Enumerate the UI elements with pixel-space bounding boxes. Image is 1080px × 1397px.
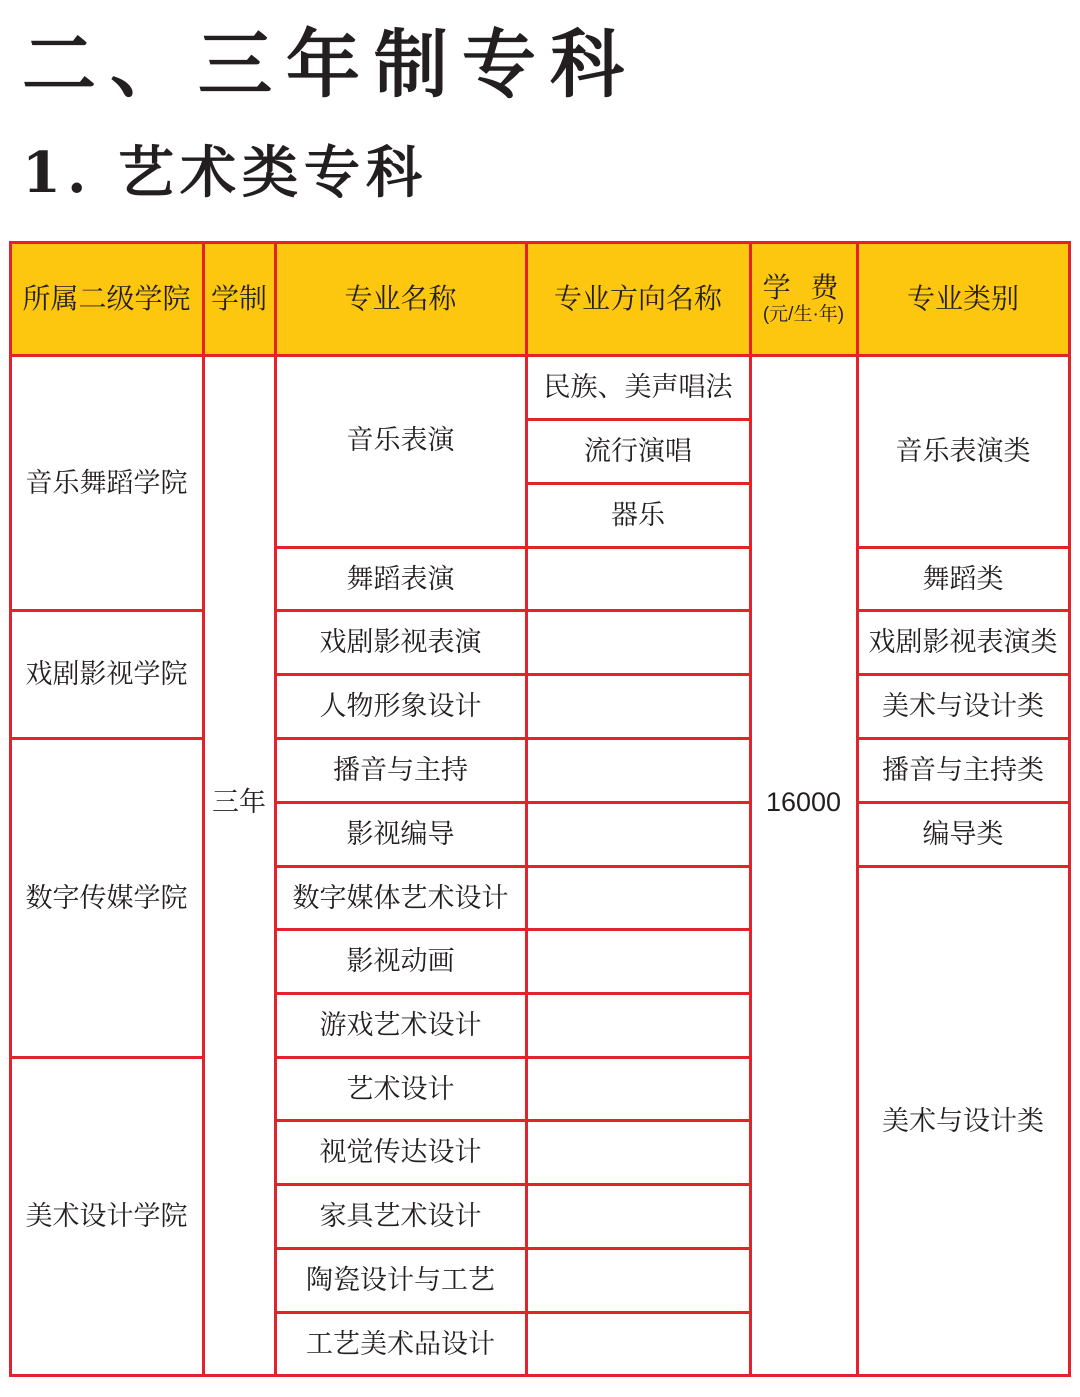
header-category xyxy=(857,242,1069,355)
grid-line xyxy=(274,241,277,1377)
direction-name: 流行演唱 xyxy=(584,436,692,466)
header-fee-unit: (元/生·年) xyxy=(762,303,845,325)
header-fee xyxy=(750,242,857,355)
major-name: 游戏艺术设计 xyxy=(319,1010,482,1040)
direction-name: 民族、美声唱法 xyxy=(543,372,733,402)
grid-line xyxy=(274,1247,752,1250)
grid-line xyxy=(525,241,528,1377)
grid-line xyxy=(202,241,205,1377)
grid-line xyxy=(856,673,1071,676)
college-cell xyxy=(10,738,203,1057)
header-duration-label: 学制 xyxy=(210,282,267,314)
major-cell xyxy=(275,1057,526,1120)
major-cell xyxy=(275,1120,526,1184)
college-name: 美术设计学院 xyxy=(25,1201,188,1231)
major-name: 戏剧影视表演 xyxy=(319,627,482,657)
grid-line xyxy=(9,354,1071,357)
grid-line xyxy=(9,241,12,1377)
duration-value: 三年 xyxy=(212,787,266,817)
major-cell xyxy=(275,610,526,674)
college-name: 戏剧影视学院 xyxy=(25,659,188,689)
category-name: 舞蹈类 xyxy=(922,563,1004,594)
major-name: 视觉传达设计 xyxy=(319,1137,482,1167)
category-cell xyxy=(857,866,1069,1375)
category-cell xyxy=(857,674,1069,738)
major-cell xyxy=(275,738,526,802)
category-name: 音乐表演类 xyxy=(895,436,1031,466)
grid-line xyxy=(274,928,752,931)
major-cell xyxy=(275,355,526,525)
grid-line xyxy=(9,241,1071,244)
college-cell xyxy=(10,355,203,610)
major-cell xyxy=(275,1248,526,1312)
grid-line xyxy=(274,673,752,676)
major-cell xyxy=(275,547,526,610)
header-duration xyxy=(203,242,275,355)
college-cell xyxy=(10,610,203,738)
grid-line xyxy=(9,1374,1071,1377)
header-college-label: 所属二级学院 xyxy=(22,282,191,314)
grid-line xyxy=(274,546,752,549)
direction-name: 器乐 xyxy=(611,500,665,530)
major-name: 播音与主持 xyxy=(333,755,468,785)
header-fee-label: 学 费 xyxy=(762,271,845,303)
header-major-label: 专业名称 xyxy=(344,282,457,314)
category-cell xyxy=(857,355,1069,547)
header-direction xyxy=(526,242,750,355)
category-cell xyxy=(857,547,1069,610)
grid-line xyxy=(856,801,1071,804)
major-cell xyxy=(275,1312,526,1375)
college-cell xyxy=(10,1057,203,1375)
direction-cell xyxy=(526,419,750,483)
grid-line xyxy=(274,1056,752,1059)
major-name: 数字媒体艺术设计 xyxy=(292,882,509,913)
major-name: 艺术设计 xyxy=(346,1073,455,1104)
grid-line xyxy=(525,482,752,485)
direction-cell xyxy=(526,355,750,419)
header-direction-label: 专业方向名称 xyxy=(553,282,722,314)
direction-cell xyxy=(526,483,750,547)
major-name: 影视动画 xyxy=(346,946,455,976)
grid-line xyxy=(9,737,205,740)
grid-line xyxy=(856,546,1071,549)
category-name: 美术与设计类 xyxy=(882,1105,1044,1136)
major-name: 人物形象设计 xyxy=(319,691,482,721)
major-name: 影视编导 xyxy=(346,819,455,849)
college-name: 数字传媒学院 xyxy=(25,882,188,913)
grid-line xyxy=(274,865,752,868)
grid-line xyxy=(274,992,752,995)
category-name: 播音与主持类 xyxy=(882,755,1044,785)
major-cell xyxy=(275,993,526,1057)
header-category-label: 专业类别 xyxy=(906,282,1019,314)
fee-cell xyxy=(750,355,857,1249)
grid-line xyxy=(856,609,1071,612)
category-name: 编导类 xyxy=(922,819,1004,849)
major-cell xyxy=(275,929,526,993)
major-name: 舞蹈表演 xyxy=(346,563,455,594)
grid-line xyxy=(856,241,859,1377)
grid-line xyxy=(749,241,752,1377)
major-name: 家具艺术设计 xyxy=(319,1201,482,1231)
grid-line xyxy=(274,737,752,740)
major-cell xyxy=(275,1184,526,1248)
grid-line xyxy=(274,609,752,612)
major-cell xyxy=(275,866,526,929)
category-cell xyxy=(857,802,1069,866)
major-cell xyxy=(275,674,526,738)
major-name: 陶瓷设计与工艺 xyxy=(306,1265,495,1295)
category-cell xyxy=(857,610,1069,674)
college-name: 音乐舞蹈学院 xyxy=(25,467,188,498)
grid-line xyxy=(274,801,752,804)
grid-line xyxy=(274,1183,752,1186)
grid-line xyxy=(856,737,1071,740)
major-cell xyxy=(275,802,526,866)
header-college xyxy=(10,242,203,355)
grid-line xyxy=(9,1056,205,1059)
major-name: 工艺美术品设计 xyxy=(306,1328,495,1359)
grid-line xyxy=(856,865,1071,868)
category-cell xyxy=(857,738,1069,802)
grid-line xyxy=(1068,241,1071,1377)
major-name: 音乐表演 xyxy=(346,425,455,455)
grid-line xyxy=(274,1311,752,1314)
category-name: 戏剧影视表演类 xyxy=(868,627,1058,657)
subsection-title: 1. 艺术类专科 xyxy=(22,140,428,206)
grid-line xyxy=(274,1119,752,1122)
fee-value: 16000 xyxy=(765,787,842,817)
category-name: 美术与设计类 xyxy=(882,691,1044,721)
section-title: 二、三年制专科 xyxy=(22,22,638,108)
grid-line xyxy=(9,609,205,612)
header-major xyxy=(275,242,526,355)
duration-cell xyxy=(203,355,275,1249)
grid-line xyxy=(525,418,752,421)
